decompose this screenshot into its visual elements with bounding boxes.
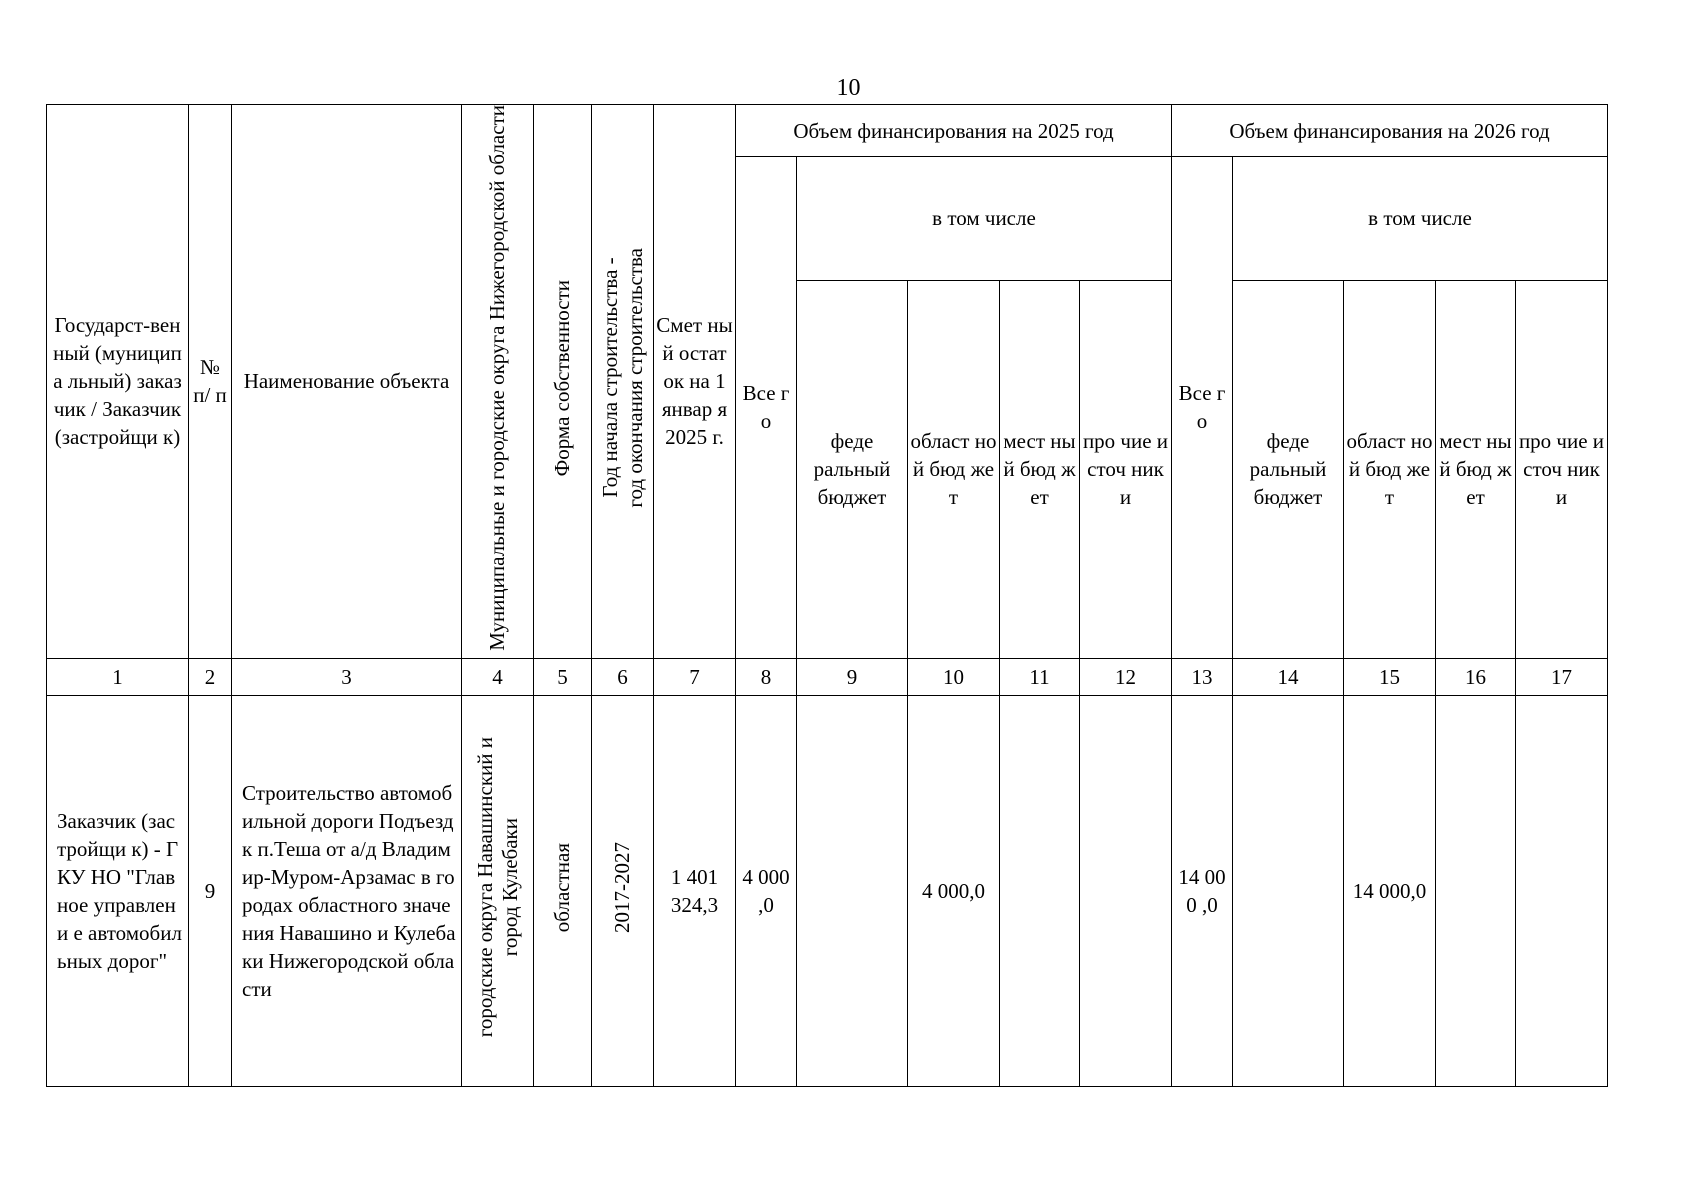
header-customer: Государст-венный (муниципа льный) заказчик / Заказчик (застройщи к) bbox=[47, 105, 189, 659]
column-number: 13 bbox=[1172, 658, 1233, 695]
header-object-name: Наименование объекта bbox=[232, 105, 462, 659]
header-federal-2026: феде ральный бюджет bbox=[1233, 280, 1344, 658]
column-number: 15 bbox=[1344, 658, 1436, 695]
header-ownership: Форма собственности bbox=[534, 105, 592, 659]
column-number: 10 bbox=[908, 658, 1000, 695]
header-regional-2025: област ной бюд жет bbox=[908, 280, 1000, 658]
row-other-2026 bbox=[1516, 695, 1608, 1086]
row-number: 9 bbox=[189, 695, 232, 1086]
row-total-2026: 14 000 ,0 bbox=[1172, 695, 1233, 1086]
header-row-1 bbox=[47, 105, 1608, 157]
column-number: 8 bbox=[736, 658, 797, 695]
row-years: 2017-2027 bbox=[592, 695, 654, 1086]
column-number: 7 bbox=[654, 658, 736, 695]
column-number: 4 bbox=[462, 658, 534, 695]
column-number: 16 bbox=[1436, 658, 1516, 695]
header-total-2025: Все го bbox=[736, 157, 797, 659]
row-object-name: Строительство автомобильной дороги Подъезд к п.Теша от а/д Владимир-Муром-Арзамас в городах областного значения Навашино и Кулебаки Нижегородской области bbox=[232, 695, 462, 1086]
row-regional-2026: 14 000,0 bbox=[1344, 695, 1436, 1086]
column-number: 14 bbox=[1233, 658, 1344, 695]
header-other-2025: про чие источ ники bbox=[1080, 280, 1172, 658]
row-estimate-remainder: 1 401 324,3 bbox=[654, 695, 736, 1086]
header-local-2026: мест ный бюд жет bbox=[1436, 280, 1516, 658]
row-municipality-text: городские округа Навашинский и город Кулебаки bbox=[472, 737, 522, 1038]
column-number: 1 bbox=[47, 658, 189, 695]
header-including-2025: в том числе bbox=[797, 157, 1172, 281]
column-number: 5 bbox=[534, 658, 592, 695]
row-total-2025: 4 000 ,0 bbox=[736, 695, 797, 1086]
row-ownership: областная bbox=[534, 695, 592, 1086]
column-number: 3 bbox=[232, 658, 462, 695]
row-customer: Заказчик (застройщи к) - ГКУ НО "Главное управлени е автомобил ьных дорог" bbox=[47, 695, 189, 1086]
header-regional-2026: област ной бюд жет bbox=[1344, 280, 1436, 658]
column-number: 17 bbox=[1516, 658, 1608, 695]
row-regional-2025: 4 000,0 bbox=[908, 695, 1000, 1086]
row-other-2025 bbox=[1080, 695, 1172, 1086]
header-years-text: Год начала строительства - год окончания строительства bbox=[597, 248, 647, 508]
row-federal-2026 bbox=[1233, 695, 1344, 1086]
header-local-2025: мест ный бюд жет bbox=[1000, 280, 1080, 658]
header-other-2026: про чие источ ники bbox=[1516, 280, 1608, 658]
column-number: 2 bbox=[189, 658, 232, 695]
header-estimate: Смет ный остат ок на 1 январ я 2025 г. bbox=[654, 105, 736, 659]
header-group-2026: Объем финансирования на 2026 год bbox=[1172, 105, 1608, 157]
column-number: 9 bbox=[797, 658, 908, 695]
table-row bbox=[47, 695, 1608, 1086]
row-local-2025 bbox=[1000, 695, 1080, 1086]
row-municipality bbox=[462, 695, 534, 1086]
financing-table bbox=[46, 104, 1608, 1087]
column-number: 12 bbox=[1080, 658, 1172, 695]
header-years bbox=[592, 105, 654, 659]
row-local-2026 bbox=[1436, 695, 1516, 1086]
column-number-row bbox=[47, 658, 1608, 695]
column-number: 6 bbox=[592, 658, 654, 695]
header-total-2026: Все го bbox=[1172, 157, 1233, 659]
header-federal-2025: феде ральный бюджет bbox=[797, 280, 908, 658]
header-number: № п/ п bbox=[189, 105, 232, 659]
column-number: 11 bbox=[1000, 658, 1080, 695]
row-federal-2025 bbox=[797, 695, 908, 1086]
header-group-2025: Объем финансирования на 2025 год bbox=[736, 105, 1172, 157]
header-municipality: Муниципальные и городские округа Нижегородской области bbox=[462, 105, 534, 659]
page-number: 10 bbox=[836, 75, 861, 101]
header-including-2026: в том числе bbox=[1233, 157, 1608, 281]
